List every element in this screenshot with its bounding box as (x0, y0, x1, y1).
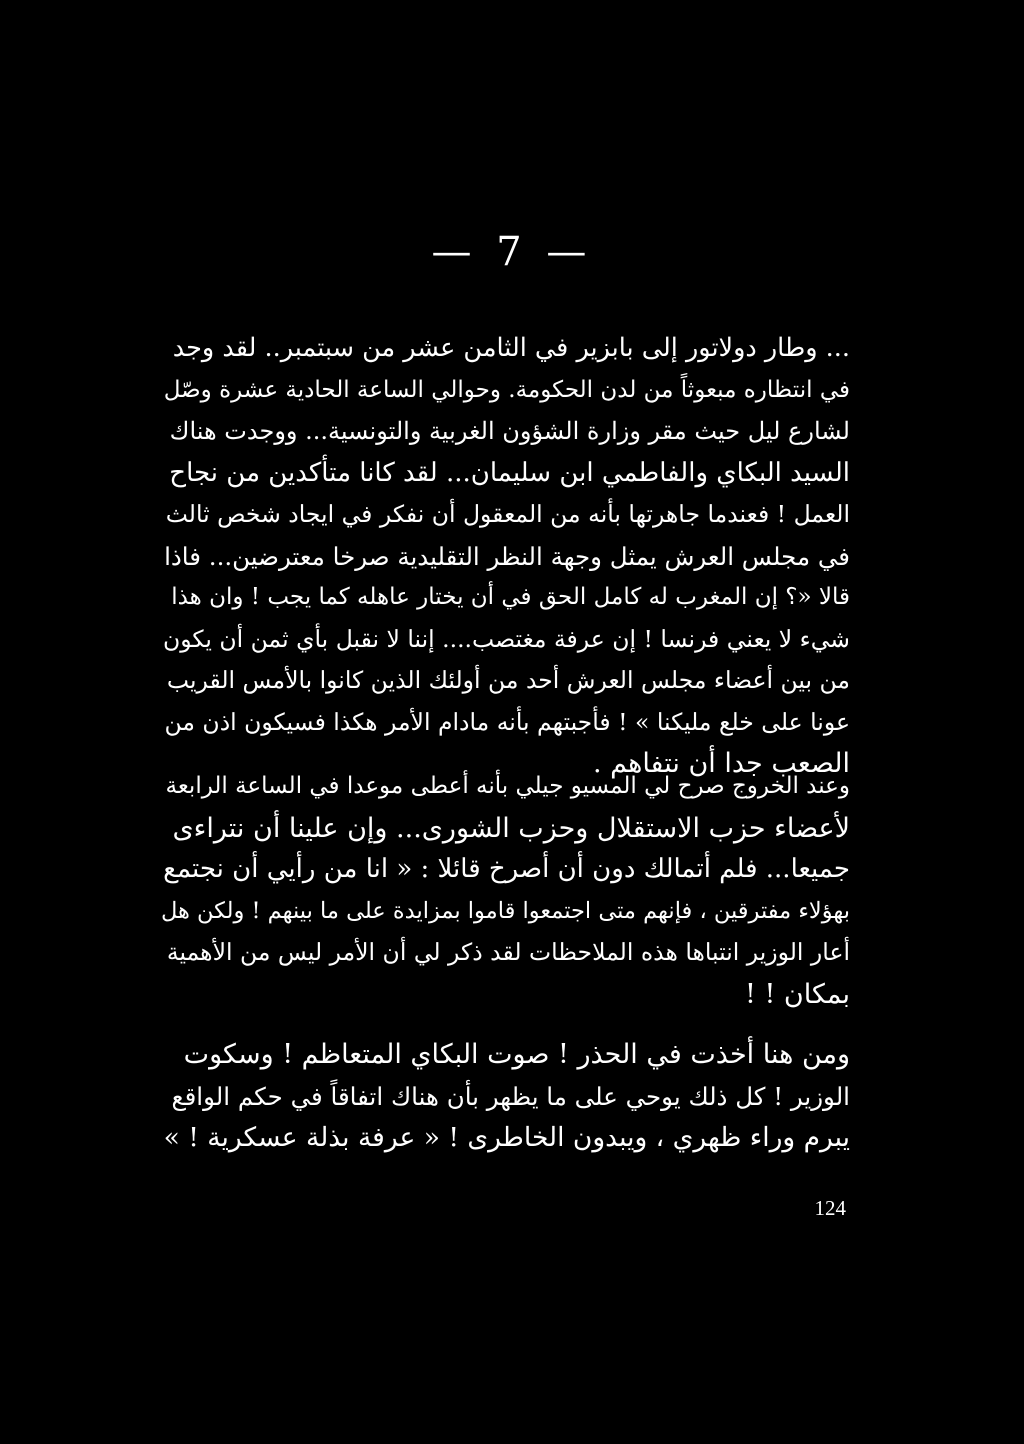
text-line: لشارع ليل حيث مقر وزارة الشؤون الغربية والتونسية... ووجدت هناك (169, 417, 850, 445)
text-line: الوزير ! كل ذلك يوحي على ما يظهر بأن هناك اتفاقاً في حكم الواقع (171, 1081, 850, 1111)
text-line: في مجلس العرش يمثل وجهة النظر التقليدية صرخا معترضين... فاذا (164, 541, 850, 571)
text-line: بمكان ! ! (745, 978, 850, 1010)
text-line: العمل ! فعندما جاهرتها بأنه من المعقول أن نفكر في ايجاد شخص ثالث (165, 500, 850, 528)
page-heading: — 7 — (431, 229, 593, 275)
text-line: شيء لا يعني فرنسا ! إن عرفة مغتصب.... إننا لا نقبل بأي ثمن أن يكون (163, 624, 850, 653)
text-line: أعار الوزير انتباها هذه الملاحظات لقد ذكر لي أن الأمر ليس من الأهمية (166, 938, 850, 966)
text-line: بهؤلاء مفترقين ، فإنهم متى اجتمعوا قاموا بمزايدة على ما بينهم ! ولكن هل (161, 897, 850, 924)
text-line: ومن هنا أخذت في الحذر ! صوت البكاي المتعاظم ! وسكوت (183, 1039, 850, 1070)
text-line: عونا على خلع مليكنا » ! فأجبتهم بأنه مادام الأمر هكذا فسيكون اذن من (164, 707, 850, 736)
paragraph-2 (160, 766, 850, 1015)
text-line: الصعب جدا أن نتفاهم . (592, 748, 850, 779)
text-line: لأعضاء حزب الاستقلال وحزب الشورى... وإن علينا أن نتراءى (172, 812, 850, 844)
page-number: 124 (814, 1196, 846, 1220)
paragraph-1 (160, 328, 850, 785)
text-line: من بين أعضاء مجلس العرش أحد من أولئك الذين كانوا بالأمس القريب (166, 666, 850, 694)
text-line: في انتظاره مبعوثاً من لدن الحكومة. وحوالي الساعة الحادية عشرة وصّل (163, 376, 850, 403)
paragraph-3 (160, 1034, 850, 1159)
text-line: وعند الخروج صرح لي المسيو جيلي بأنه أعطى موعدا في الساعة الرابعة (165, 773, 850, 799)
text-line: السيد البكاي والفاطمي ابن سليمان... لقد كانا متأكدين من نجاح (169, 457, 850, 488)
text-line: ... وطار دولاتور إلى بابزير في الثامن عشر من سبتمبر.. لقد وجد (172, 333, 850, 363)
text-line: قالا «؟ إن المغرب له كامل الحق في أن يختار عاهله كما يجب ! وان هذا (171, 584, 850, 610)
text-line: جميعا... فلم أتمالك دون أن أصرخ قائلا : « انا من رأيي أن نجتمع (163, 854, 850, 884)
text-line: يبرم وراء ظهري ، ويبدون الخاطرى ! « عرفة بذلة عسكرية ! » (163, 1122, 850, 1153)
